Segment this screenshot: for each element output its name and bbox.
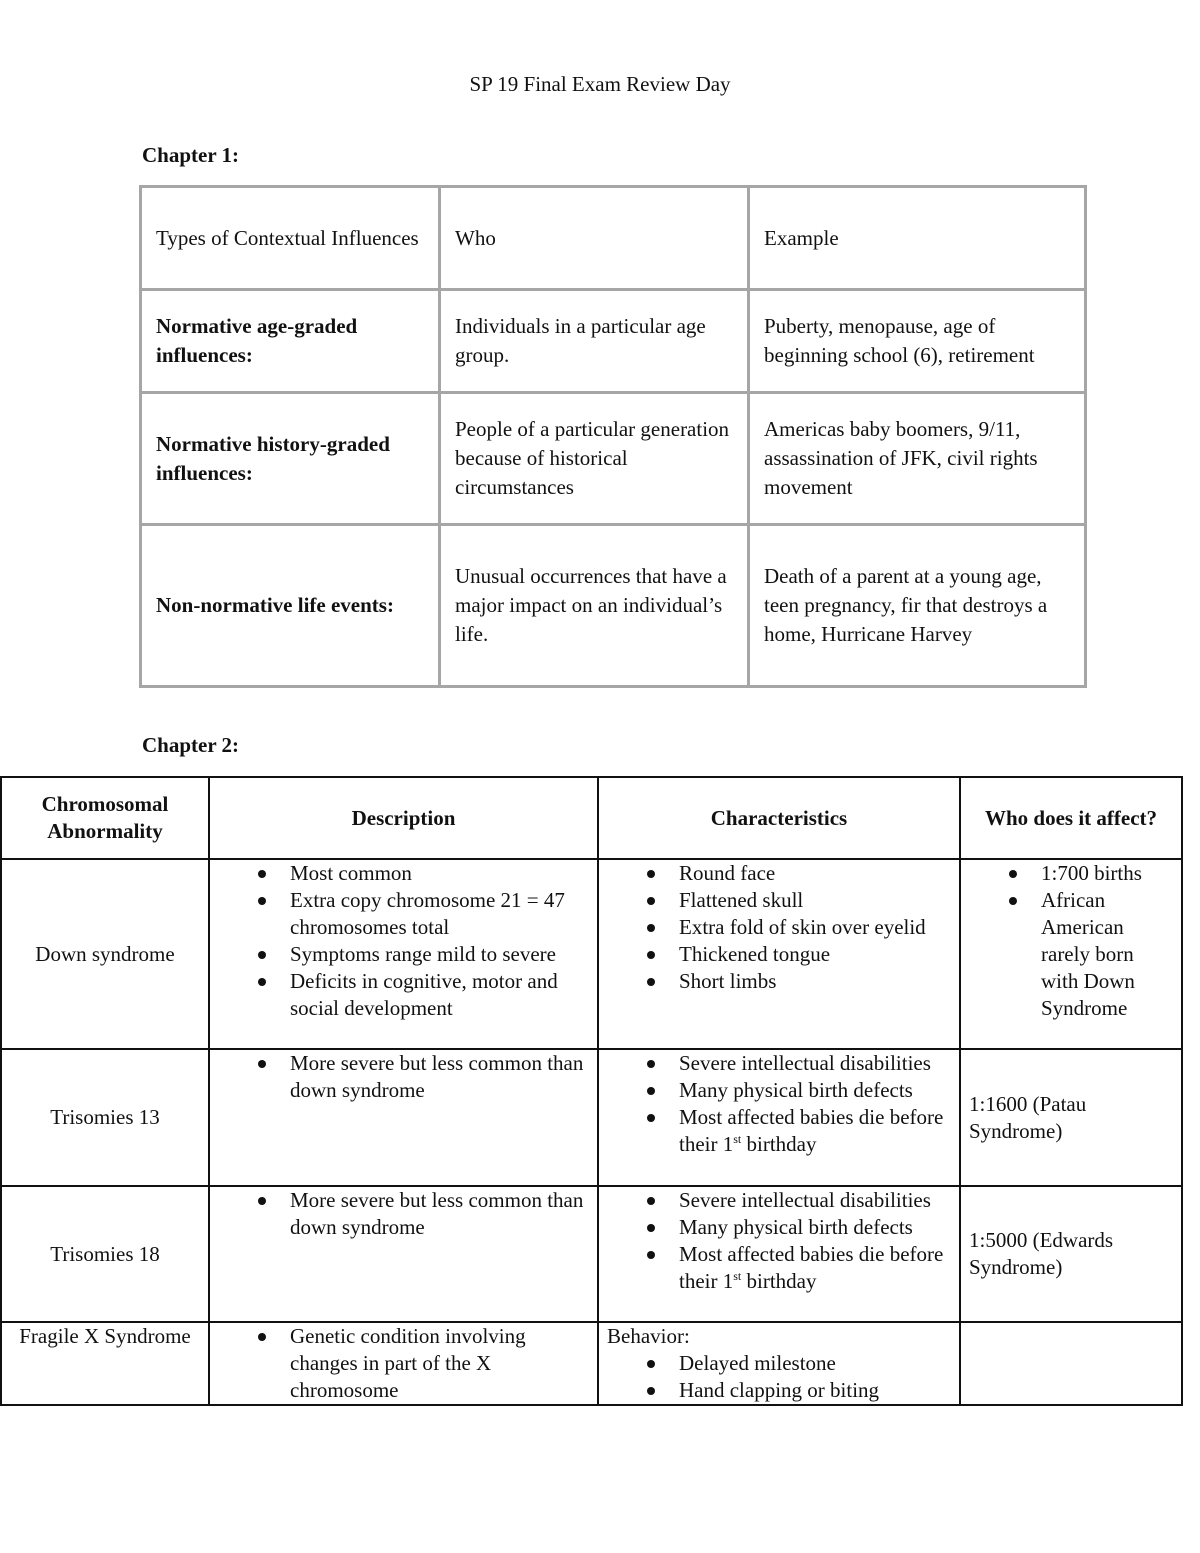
- description-cell: [209, 1322, 598, 1405]
- abnormality-name: Trisomies 13: [1, 1049, 209, 1186]
- influence-who: Individuals in a particular age group.: [440, 290, 749, 393]
- influence-example: Puberty, menopause, age of beginning school (6), retirement: [749, 290, 1086, 393]
- list-item: More severe but less common than down syndrome: [290, 1187, 589, 1241]
- list-item: Extra fold of skin over eyelid: [679, 914, 951, 941]
- page-title: SP 19 Final Exam Review Day: [469, 72, 731, 96]
- list-item: Severe intellectual disabilities: [679, 1050, 951, 1077]
- description-list: [218, 860, 589, 1022]
- list-item: 1:700 births: [1041, 860, 1173, 887]
- list-item-text: birthday: [741, 1269, 817, 1293]
- ordinal-suffix: st: [733, 1132, 742, 1146]
- list-item-text: birthday: [741, 1132, 817, 1156]
- list-item: African American rarely born with Down Syndrome: [1041, 887, 1173, 1022]
- characteristics-cell: [598, 1186, 960, 1322]
- influence-type: Non-normative life events:: [141, 525, 440, 687]
- characteristics-cell: [598, 1322, 960, 1405]
- chapter-1-heading: Chapter 1:: [142, 143, 240, 167]
- list-item: Flattened skull: [679, 887, 951, 914]
- behavior-label: Behavior:: [607, 1324, 690, 1348]
- description-list: [218, 1187, 589, 1241]
- list-item: Short limbs: [679, 968, 951, 995]
- characteristics-cell: [598, 859, 960, 1049]
- description-cell: [209, 859, 598, 1049]
- list-item: Many physical birth defects: [679, 1214, 951, 1241]
- table-row: [141, 393, 1086, 525]
- list-item: Most common: [290, 860, 589, 887]
- influence-who: People of a particular generation because of historical circumstances: [440, 393, 749, 525]
- description-cell: [209, 1186, 598, 1322]
- header-cell-who: Who: [440, 187, 749, 290]
- list-item: [679, 1241, 951, 1295]
- header-cell-affects: Who does it affect?: [960, 777, 1182, 859]
- chapter-2-heading: Chapter 2:: [142, 733, 240, 757]
- list-item: Severe intellectual disabilities: [679, 1187, 951, 1214]
- table-row: [141, 525, 1086, 687]
- abnormality-name: Fragile X Syndrome: [1, 1322, 209, 1405]
- list-item: Many physical birth defects: [679, 1077, 951, 1104]
- influence-example: Americas baby boomers, 9/11, assassination of JFK, civil rights movement: [749, 393, 1086, 525]
- list-item: Delayed milestone: [679, 1350, 951, 1377]
- table-header-row: [1, 777, 1182, 859]
- abnormality-name: Down syndrome: [1, 859, 209, 1049]
- list-item: Symptoms range mild to severe: [290, 941, 589, 968]
- header-cell-example: Example: [749, 187, 1086, 290]
- chromosomal-abnormality-table: [0, 776, 1183, 1406]
- list-item-text: Most affected babies die before their 1: [679, 1105, 944, 1156]
- list-item: Extra copy chromosome 21 = 47 chromosomes total: [290, 887, 589, 941]
- list-item-text: Most affected babies die before their 1: [679, 1242, 944, 1293]
- ordinal-suffix: st: [733, 1269, 742, 1283]
- list-item: Genetic condition involving changes in part of the X chromosome: [290, 1323, 589, 1404]
- affects-cell: [960, 1322, 1182, 1405]
- characteristics-cell: [598, 1049, 960, 1186]
- list-item: Hand clapping or biting: [679, 1377, 951, 1404]
- header-cell-characteristics: Characteristics: [598, 777, 960, 859]
- header-cell-description: Description: [209, 777, 598, 859]
- characteristics-list: [607, 860, 951, 995]
- influence-who: Unusual occurrences that have a major impact on an individual’s life.: [440, 525, 749, 687]
- contextual-influences-table: [139, 185, 1087, 688]
- table-header-row: [141, 187, 1086, 290]
- list-item: Deficits in cognitive, motor and social development: [290, 968, 589, 1022]
- influence-example: Death of a parent at a young age, teen pregnancy, fir that destroys a home, Hurricane Harvey: [749, 525, 1086, 687]
- table-row: [1, 859, 1182, 1049]
- table-row: [1, 1049, 1182, 1186]
- characteristics-list: [607, 1350, 951, 1404]
- influence-type: Normative age-graded influences:: [141, 290, 440, 393]
- table-row: [1, 1186, 1182, 1322]
- affects-cell: 1:1600 (Patau Syndrome): [960, 1049, 1182, 1186]
- influence-type: Normative history-graded influences:: [141, 393, 440, 525]
- list-item: Round face: [679, 860, 951, 887]
- characteristics-list: [607, 1050, 951, 1158]
- list-item: [679, 1104, 951, 1158]
- description-list: [218, 1050, 589, 1104]
- table-row: [141, 290, 1086, 393]
- characteristics-list: [607, 1187, 951, 1295]
- list-item: More severe but less common than down syndrome: [290, 1050, 589, 1104]
- affects-list: [969, 860, 1173, 1022]
- affects-cell: [960, 859, 1182, 1049]
- header-cell-abnormality: Chromosomal Abnormality: [1, 777, 209, 859]
- description-cell: [209, 1049, 598, 1186]
- abnormality-name: Trisomies 18: [1, 1186, 209, 1322]
- table-row: [1, 1322, 1182, 1405]
- description-list: [218, 1323, 589, 1404]
- affects-cell: 1:5000 (Edwards Syndrome): [960, 1186, 1182, 1322]
- list-item: Thickened tongue: [679, 941, 951, 968]
- header-cell-types: Types of Contextual Influences: [141, 187, 440, 290]
